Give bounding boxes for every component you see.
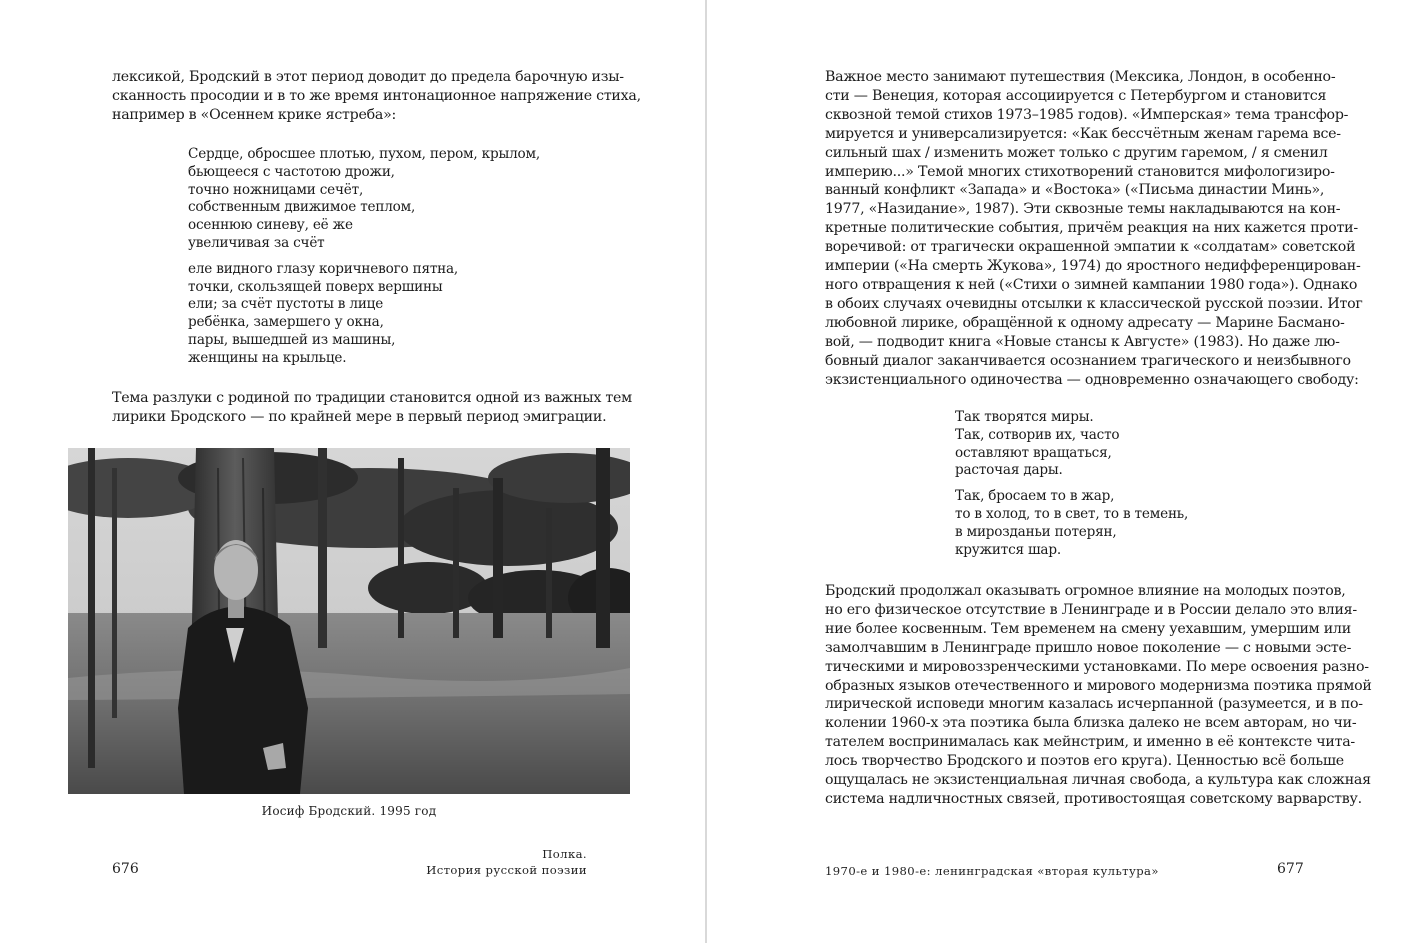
page-number: 676: [112, 861, 139, 877]
verse-line: бьющееся с частотою дрожи,: [188, 163, 395, 180]
verse-line: оставляют вращаться,: [955, 444, 1112, 461]
body-paragraph: [112, 68, 641, 125]
verse-line: ели; за счёт пустоты в лице: [188, 296, 384, 313]
text-line: бовный диалог заканчивается осознанием трагического и неизбывного: [825, 352, 1351, 369]
portrait-photo: [68, 448, 630, 794]
text-line: ванный конфликт «Запада» и «Востока» («Письма династии Минь»,: [825, 182, 1325, 199]
text-line: колении 1960-х эта поэтика была близка далеко не всем авторам, но чи-: [825, 715, 1357, 732]
text-line: лирики Бродского — по крайней мере в первый период эмиграции.: [112, 408, 607, 425]
verse-line: точно ножницами сечёт,: [188, 181, 364, 198]
text-line: Бродский продолжал оказывать огромное влияние на молодых поэтов,: [825, 583, 1346, 599]
text-line: лирической исповеди многим казалась исчерпанной (разумеется, и в по-: [825, 696, 1363, 713]
verse-line: расточая дары.: [955, 462, 1063, 479]
text-line: лексикой, Бродский в этот период доводит до предела барочную изы-: [112, 69, 624, 85]
text-line: образных языков отечественного и мирового модернизма поэтика прямой: [825, 677, 1372, 694]
verse-line: женщины на крыльце.: [188, 349, 347, 366]
text-line: тическими и мировоззренческими установками. По мере освоения разно-: [825, 658, 1369, 675]
text-line: любовной лирике, обращённой к одному адресату — Марине Басмано-: [825, 314, 1345, 331]
verse-line: еле видного глазу коричневого пятна,: [188, 260, 459, 277]
verse-line: собственным движимое теплом,: [188, 199, 416, 216]
body-paragraph: [112, 389, 632, 427]
body-paragraph: [825, 68, 1363, 389]
text-line: империи («На смерть Жукова», 1974) до яростного недифференцирован-: [825, 258, 1361, 275]
poem-quote: [955, 409, 1188, 567]
poem-stanza: [955, 409, 1188, 480]
verse-line: ребёнка, замершего у окна,: [188, 314, 384, 331]
text-line: Важное место занимают путешествия (Мексика, Лондон, в особенно-: [825, 69, 1336, 85]
text-line: сквозной темой стихов 1973–1985 годов). «Имперская» тема трансфор-: [825, 106, 1349, 123]
text-line: сканность просодии и в то же время интонационное напряжение стиха,: [112, 87, 641, 104]
text-line: система надличностных связей, противостоящая советскому варварству.: [825, 790, 1362, 807]
running-head-line: Полка.: [542, 847, 587, 861]
right-page: [707, 0, 1410, 943]
text-line: мируется и универсализируется: «Как бессчётным женам гарема все-: [825, 125, 1341, 142]
text-line: лось творчество Бродского и поэтов его круга). Ценностью всё больше: [825, 753, 1344, 770]
running-head-line: История русской поэзии: [426, 863, 587, 877]
verse-line: пары, вышедшей из машины,: [188, 331, 396, 348]
photo-caption: Иосиф Бродский. 1995 год: [261, 804, 437, 818]
verse-line: точки, скользящей поверх вершины: [188, 278, 443, 295]
text-line: 1977, «Назидание», 1987). Эти сквозные темы накладываются на кон-: [825, 201, 1341, 218]
text-line: тателем воспринималась как мейнстрим, и именно в её контексте чита-: [825, 734, 1355, 751]
poem-stanza: [955, 488, 1188, 559]
text-line: ного отвращения к ней («Стихи о зимней кампании 1980 года»). Однако: [825, 276, 1358, 293]
running-head: [426, 846, 587, 878]
poem-quote: [188, 146, 540, 376]
running-head: 1970-е и 1980-е: ленинградская «вторая культура»: [825, 864, 1159, 878]
verse-line: в мирозданьи потерян,: [955, 523, 1117, 540]
text-line: замолчавшим в Ленинграде пришло новое поколение — с новыми эсте-: [825, 639, 1352, 656]
verse-line: Сердце, обросшее плотью, пухом, пером, крылом,: [188, 146, 541, 162]
photo-illustration: [68, 448, 630, 794]
text-line: вой, — подводит книга «Новые стансы к Августе» (1983). Но даже лю-: [825, 333, 1340, 350]
text-line: ние более косвенным. Тем временем на смену уехавшим, умершим или: [825, 620, 1351, 637]
verse-line: увеличивая за счёт: [188, 234, 325, 251]
text-line: кретные политические события, причём реакция на них кажется проти-: [825, 220, 1358, 237]
text-line: экзистенциального одиночества — одновременно означающего свободу:: [825, 371, 1359, 388]
verse-line: Так творятся миры.: [955, 409, 1094, 425]
text-line: сти — Венеция, которая ассоциируется с Петербургом и становится: [825, 87, 1327, 104]
text-line: воречивой: от трагически окрашенной эмпатии к «солдатам» советской: [825, 239, 1356, 256]
text-line: например в «Осеннем крике ястреба»:: [112, 106, 397, 123]
verse-line: кружится шар.: [955, 541, 1061, 558]
text-line: империю...» Темой многих стихотворений становится мифологизиро-: [825, 163, 1335, 180]
poem-stanza: [188, 146, 540, 253]
verse-line: Так, бросаем то в жар,: [955, 488, 1115, 505]
text-line: ощущалась не экзистенциальная личная свобода, а культура как сложная: [825, 772, 1371, 789]
text-line: сильный шах / изменить может только с другим гаремом, / я сменил: [825, 144, 1328, 161]
verse-line: то в холод, то в свет, то в темень,: [955, 505, 1189, 522]
verse-line: осеннюю синеву, её же: [188, 217, 353, 234]
text-line: Тема разлуки с родиной по традиции становится одной из важных тем: [112, 390, 632, 406]
poem-stanza: [188, 261, 540, 368]
text-line: в обоих случаях очевидны отсылки к классической русской поэзии. Итог: [825, 295, 1363, 312]
body-paragraph: [825, 582, 1372, 809]
verse-line: Так, сотворив их, часто: [955, 426, 1120, 443]
page-number: 677: [1277, 861, 1304, 877]
text-line: но его физическое отсутствие в Ленинграде и в России делало это влия-: [825, 601, 1357, 618]
